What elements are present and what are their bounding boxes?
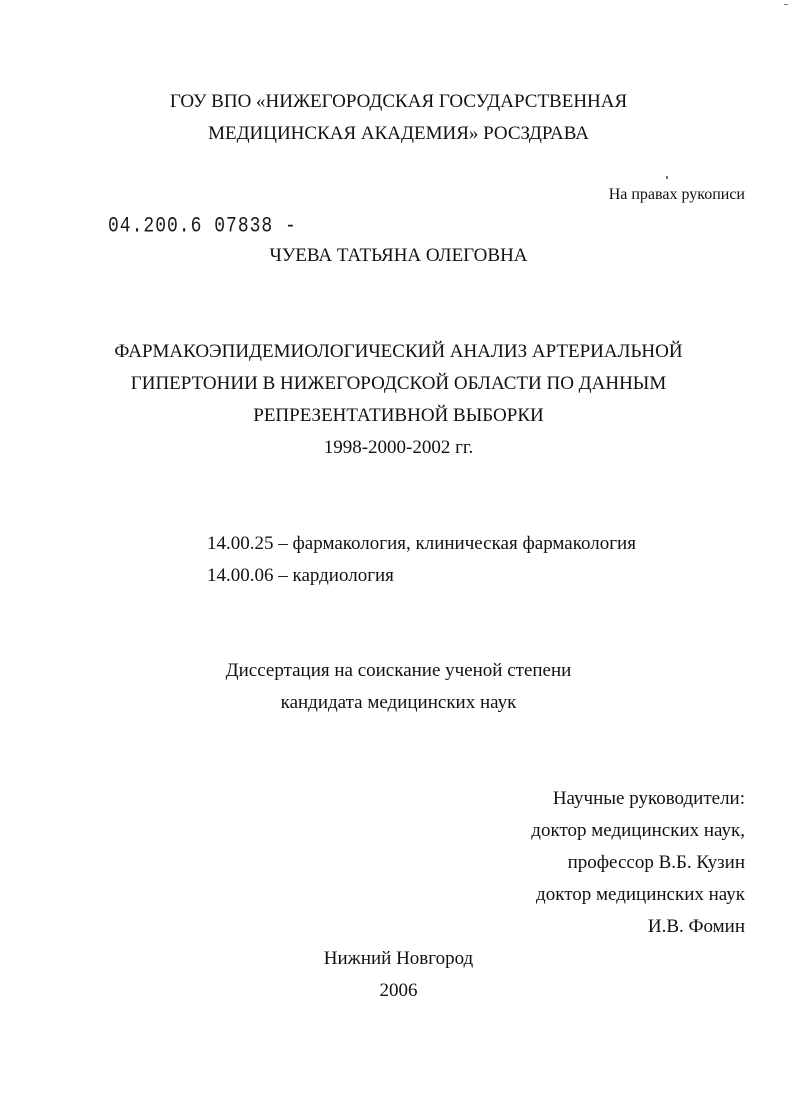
thesis-title-line-3: РЕПРЕЗЕНТАТИВНОЙ ВЫБОРКИ [253, 405, 544, 426]
thesis-title-line-1: ФАРМАКОЭПИДЕМИОЛОГИЧЕСКИЙ АНАЛИЗ АРТЕРИАЛЬНОЙ [114, 341, 683, 362]
scan-speck [784, 4, 788, 5]
supervisors-heading: Научные руководители: [552, 788, 745, 809]
supervisor-1-degree: доктор медицинских наук, [531, 820, 745, 841]
institution-line-1: ГОУ ВПО «НИЖЕГОРОДСКАЯ ГОСУДАРСТВЕННАЯ [169, 91, 628, 112]
year: 2006 [379, 980, 418, 1001]
supervisor-2-name: И.В. Фомин [647, 916, 745, 937]
supervisor-2-degree: доктор медицинских наук [536, 884, 745, 905]
manuscript-note: На правах рукописи [608, 186, 745, 203]
degree-line-1: Диссертация на соискание ученой степени [225, 660, 572, 681]
specialty-pharmacology: 14.00.25 – фармакология, клиническая фармакология [207, 533, 636, 554]
specialty-cardiology: 14.00.06 – кардиология [207, 565, 394, 586]
degree-line-2: кандидата медицинских наук [280, 692, 517, 713]
thesis-years: 1998-2000-2002 гг. [323, 437, 474, 458]
scan-speck [666, 176, 668, 179]
supervisor-1-name: профессор В.Б. Кузин [567, 852, 745, 873]
thesis-title-line-2: ГИПЕРТОНИИ В НИЖЕГОРОДСКОЙ ОБЛАСТИ ПО ДАННЫМ [130, 373, 667, 394]
author-name: ЧУЕВА ТАТЬЯНА ОЛЕГОВНА [269, 245, 528, 266]
catalog-stamp: 04.200.6 07838 - [108, 214, 297, 239]
institution-line-2: МЕДИЦИНСКАЯ АКАДЕМИЯ» РОСЗДРАВА [208, 123, 589, 144]
city: Нижний Новгород [323, 948, 474, 969]
